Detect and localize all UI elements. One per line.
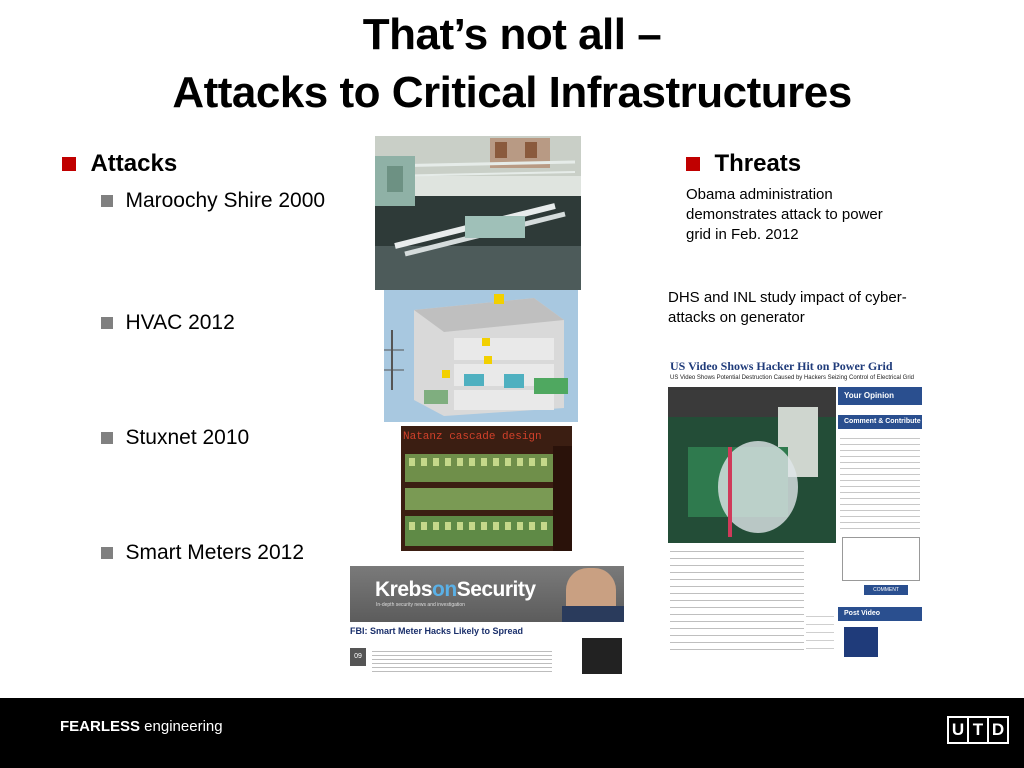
post-video-bar: Post Video [838,607,922,621]
ap-headline: US Video Shows Hacker Hit on Power Grid [670,359,893,373]
attack-item [101,426,249,450]
comment-contribute-bar: Comment & Contribute [838,415,922,429]
slide-title [0,6,1024,122]
comments-list [840,433,920,533]
attack-item-label: Stuxnet 2010 [125,426,250,449]
comment-textbox[interactable] [842,537,920,581]
ap-tools-column [806,609,834,655]
stuxnet-caption: Natanz cascade design [403,431,542,443]
water-treatment-photo [375,136,581,290]
hvac-building-illustration [384,290,578,422]
attack-item-label: Smart Meters 2012 [125,541,305,564]
dhs-threat-text: DHS and INL study impact of cyber-attacks on generator [668,289,907,326]
ap-news-screenshot [666,357,922,658]
threats-heading: Threats [714,150,802,177]
attack-item-label: HVAC 2012 [125,311,235,334]
sub-bullet-icon [101,432,113,444]
krebs-on-security-screenshot [350,566,624,676]
bullet-square-icon [62,157,76,171]
bullet-square-icon [686,157,700,171]
utd-logo: U T D [947,716,1009,744]
krebs-tagline: In-depth security news and investigation [376,602,465,608]
title-line-2: Attacks to Critical Infrastructures [172,68,852,117]
sub-bullet-icon [101,317,113,329]
krebs-logo: KrebsonSecurity [375,578,536,601]
attack-item [101,541,304,565]
krebs-article-text [372,648,552,672]
meter-image [582,638,622,674]
title-line-1: That’s not all – [362,10,662,59]
obama-threat-text: Obama administration demonstrates attack to power grid in Feb. 2012 [686,186,883,243]
ap-article-text [670,545,804,655]
comment-button[interactable]: COMMENT [864,585,908,595]
attacks-heading-row [62,150,177,178]
your-opinion-bar: Your Opinion [838,387,922,405]
attack-item [101,189,325,213]
stuxnet-cascade-photo [401,426,572,551]
ap-subhead: US Video Shows Potential Destruction Caused by Hackers Seizing Control of Electrical Grid [670,375,915,381]
generator-video-frame [668,387,836,543]
footer-brand: FEARLESS engineering [60,718,223,735]
attack-item [101,311,235,335]
krebs-headline: FBI: Smart Meter Hacks Likely to Spread [350,626,524,636]
sub-bullet-icon [101,547,113,559]
author-shirt [562,606,624,622]
attacks-heading: Attacks [90,150,178,177]
sub-bullet-icon [101,195,113,207]
attack-item-label: Maroochy Shire 2000 [125,189,326,212]
krebs-date-badge: 09 [350,648,366,666]
threats-heading-row [686,150,801,178]
talk-thumbnail [844,627,878,657]
